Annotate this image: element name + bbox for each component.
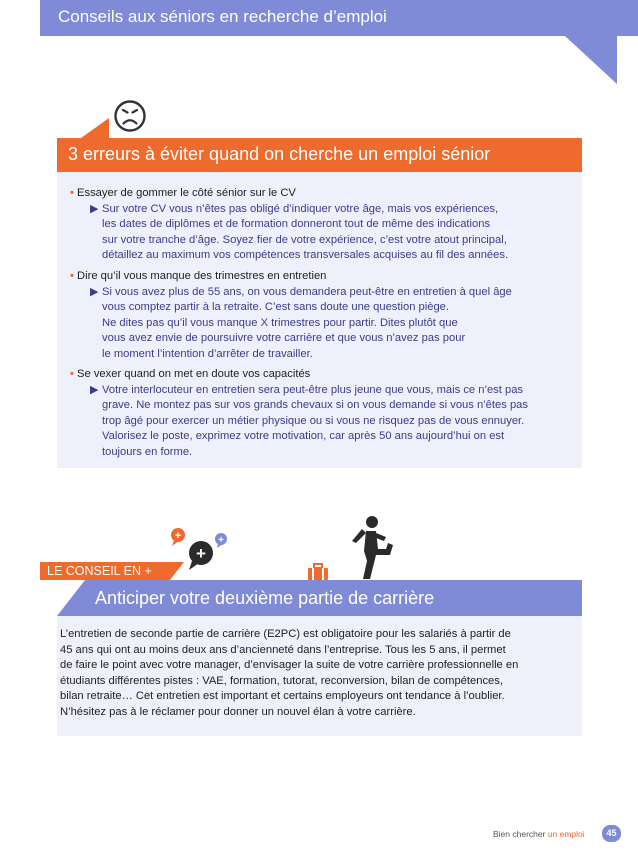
- advice-title: Anticiper votre deuxième partie de carrière: [95, 588, 435, 608]
- arrow-icon: ▶: [90, 203, 99, 215]
- tip-heading: • Se vexer quand on met en doute vos capacités: [70, 368, 311, 380]
- svg-text:+: +: [218, 535, 224, 546]
- svg-text:+: +: [196, 544, 206, 563]
- tip-heading: • Essayer de gommer le côté sénior sur le CV: [70, 187, 296, 199]
- walking-man-icon: [348, 515, 398, 581]
- tip-body: ▶ Votre interlocuteur en entretien sera peut-être plus jeune que vous, mais ce n’est pas grave. Ne montez pas sur vos grands chevaux si on vous demande si vous n’êtes pas trop âgé pour exercer un métier physique ou si vous ne risquez pas de vous ennuyer. Valorisez le poste, exprimez votre motivation, car après 50 ans aujourd’hui on est toujours en forme.: [90, 384, 528, 458]
- conseil-tag-tail: [170, 562, 184, 580]
- arrow-icon: ▶: [90, 384, 99, 396]
- sad-face-icon: [113, 99, 147, 133]
- advice-title-bar-notch: [57, 580, 85, 616]
- conseil-tag-label: LE CONSEIL EN +: [47, 564, 152, 578]
- header-banner-tail: [565, 36, 617, 84]
- suitcase-icon: [307, 563, 329, 581]
- section-title: 3 erreurs à éviter quand on cherche un emploi sénior: [68, 144, 491, 164]
- tip-heading: • Dire qu’il vous manque des trimestres en entretien: [70, 270, 327, 282]
- tip-body: ▶ Sur votre CV vous n’êtes pas obligé d’indiquer votre âge, mais vos expériences, les dates de diplômes et de formation donneront tout de même des indications sur votre tranche d’âge. Soyez fier de votre expérience, c’est votre atout principal, détaillez au maximum vos compétences transversales acquises au fil des années.: [90, 203, 509, 262]
- advice-paragraph: L’entretien de seconde partie de carrière (E2PC) est obligatoire pour les salariés à partir de 45 ans qui ont au moins deux ans d’ancienneté dans l’entreprise. Tous les 5 ans, il permet de faire le point avec votre manager, d’envisager la suite de votre carrière professionnelle en étudiants différentes pistes : VAE, formation, tutorat, reconversion, bilan de compétences, bilan retraite… Cet entretien est important et certains employeurs ont tendance à l’oublier. N’hésitez pas à le réclamer pour donner un nouvel élan à votre carrière.: [60, 628, 519, 718]
- footer-text: Bien chercher un emploi: [493, 829, 585, 839]
- arrow-icon: ▶: [90, 286, 99, 298]
- title-bar-tail: [81, 118, 109, 138]
- header-banner: [40, 0, 638, 36]
- svg-text:+: +: [174, 530, 182, 542]
- tip-body: ▶ Si vous avez plus de 55 ans, on vous demandera peut-être en entretien à quel âge vous comptez partir à la retraite. C’est sans doute une question piège. Ne dites pas qu’il vous manque X trimestres pour partir. Dites plutôt que vous avez envie de poursuivre votre carrière et que vous n’avez pas pour le moment l’intention d’arrêter de travailler.: [90, 286, 512, 360]
- page-number: 45: [602, 825, 621, 842]
- page-title: Conseils aux séniors en recherche d’emploi: [58, 7, 387, 26]
